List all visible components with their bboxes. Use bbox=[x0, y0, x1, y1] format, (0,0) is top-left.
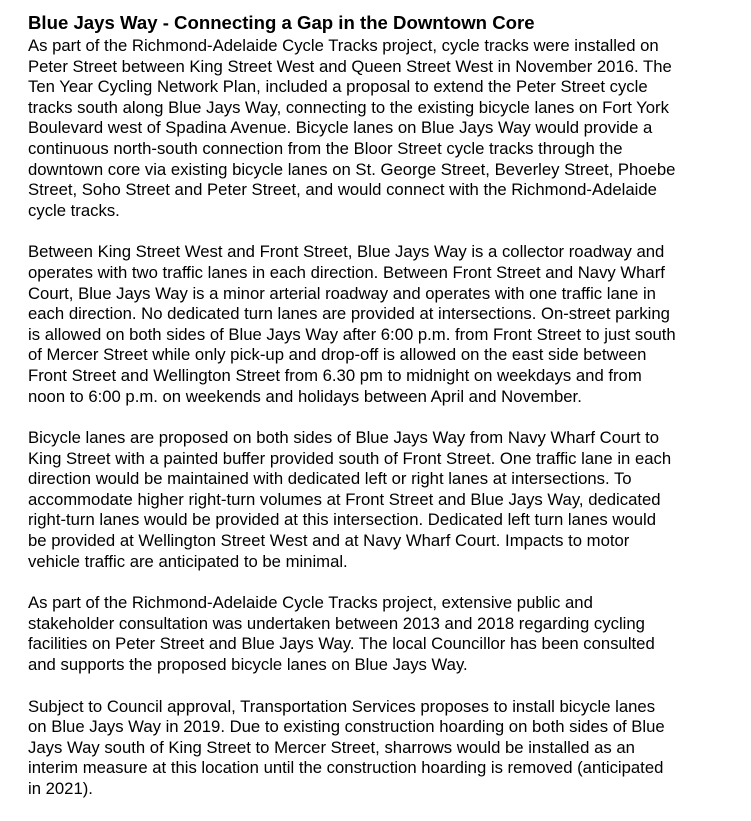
paragraph-line: Street, Soho Street and Peter Street, and would connect with the Richmond-Adelaide bbox=[28, 180, 657, 200]
paragraph-line: Subject to Council approval, Transportation Services proposes to install bicycle lanes bbox=[28, 696, 656, 716]
paragraph-line: interim measure at this location until the construction hoarding is removed (anticipated bbox=[28, 758, 664, 778]
body-paragraph bbox=[28, 428, 720, 572]
paragraph-line: in 2021). bbox=[28, 779, 93, 798]
document-page bbox=[28, 12, 720, 821]
paragraph-line: Between King Street West and Front Street, Blue Jays Way is a collector roadway and bbox=[28, 242, 665, 262]
paragraph-line: Front Street and Wellington Street from 6.30 pm to midnight on weekdays and from bbox=[28, 365, 642, 385]
section-heading: Blue Jays Way - Connecting a Gap in the Downtown Core bbox=[28, 12, 535, 33]
body-paragraph bbox=[28, 242, 720, 407]
paragraph-line: on Blue Jays Way in 2019. Due to existing construction hoarding on both sides of Blue bbox=[28, 717, 665, 737]
paragraph-line: cycle tracks. bbox=[28, 200, 120, 220]
paragraph-line: King Street with a painted buffer provided south of Front Street. One traffic lane in each bbox=[28, 448, 672, 468]
paragraph-line: operates with two traffic lanes in each direction. Between Front Street and Navy Wharf bbox=[28, 262, 665, 282]
paragraph-line: right-turn lanes would be provided at this intersection. Dedicated left turn lanes would bbox=[28, 510, 656, 530]
paragraph-line: noon to 6:00 p.m. on weekends and holidays between April and November. bbox=[28, 386, 582, 406]
body-paragraph bbox=[28, 36, 720, 221]
paragraph-line: accommodate higher right-turn volumes at Front Street and Blue Jays Way, dedicated bbox=[28, 489, 661, 509]
paragraph-line: vehicle traffic are anticipated to be minimal. bbox=[28, 551, 348, 571]
paragraph-line: facilities on Peter Street and Blue Jays Way. The local Councillor has been consulted bbox=[28, 634, 655, 654]
paragraph-line: Jays Way south of King Street to Mercer Street, sharrows would be installed as an bbox=[28, 737, 635, 757]
paragraph-line: be provided at Wellington Street West and at Navy Wharf Court. Impacts to motor bbox=[28, 531, 630, 551]
paragraph-line: As part of the Richmond-Adelaide Cycle Tracks project, cycle tracks were installed on bbox=[28, 36, 659, 55]
paragraph-list bbox=[28, 36, 720, 800]
paragraph-line: Court, Blue Jays Way is a minor arterial roadway and operates with one traffic lane in bbox=[28, 283, 656, 303]
paragraph-line: Peter Street between King Street West and Queen Street West in November 2016. The bbox=[28, 56, 672, 76]
paragraph-line: continuous north-south connection from the Bloor Street cycle tracks through the bbox=[28, 138, 623, 158]
paragraph-line: As part of the Richmond-Adelaide Cycle Tracks project, extensive public and bbox=[28, 593, 593, 613]
paragraph-line: Ten Year Cycling Network Plan, included a proposal to extend the Peter Street cycle bbox=[28, 77, 648, 97]
paragraph-line: and supports the proposed bicycle lanes on Blue Jays Way. bbox=[28, 655, 468, 675]
paragraph-line: tracks south along Blue Jays Way, connecting to the existing bicycle lanes on Fort York bbox=[28, 97, 669, 117]
paragraph-line: Boulevard west of Spadina Avenue. Bicycle lanes on Blue Jays Way would provide a bbox=[28, 118, 653, 138]
paragraph-line: each direction. No dedicated turn lanes are provided at intersections. On-street parking bbox=[28, 304, 670, 324]
body-paragraph bbox=[28, 697, 720, 800]
paragraph-line: direction would be maintained with dedicated left or right lanes at intersections. To bbox=[28, 469, 632, 489]
paragraph-line: downtown core via existing bicycle lanes on St. George Street, Beverley Street, Phoebe bbox=[28, 159, 676, 179]
paragraph-line: Bicycle lanes are proposed on both sides of Blue Jays Way from Navy Wharf Court to bbox=[28, 428, 660, 448]
paragraph-line: stakeholder consultation was undertaken between 2013 and 2018 regarding cycling bbox=[28, 613, 645, 633]
paragraph-line: of Mercer Street while only pick-up and drop-off is allowed on the east side between bbox=[28, 345, 647, 365]
paragraph-line: is allowed on both sides of Blue Jays Way after 6:00 p.m. from Front Street to just south bbox=[28, 324, 676, 344]
body-paragraph bbox=[28, 593, 720, 675]
